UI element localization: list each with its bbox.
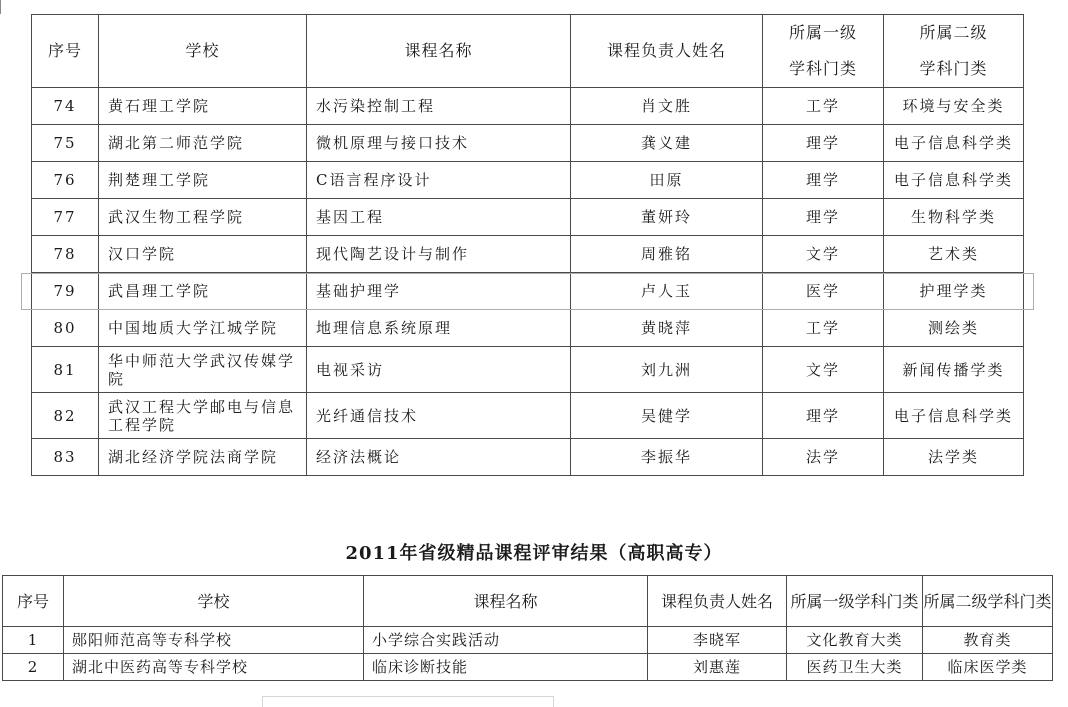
cell-serial: 83	[32, 439, 99, 476]
cell-secondary-discipline: 电子信息科学类	[884, 393, 1024, 439]
cell-course-name: C语言程序设计	[307, 162, 571, 199]
header-school: 学校	[64, 576, 364, 627]
cell-school: 武昌理工学院	[99, 273, 307, 310]
cell-primary-discipline: 文学	[763, 236, 884, 273]
table-header-row	[32, 15, 1024, 88]
header-secondary-line2: 学科门类	[919, 59, 988, 78]
header-course-name: 课程名称	[307, 15, 571, 88]
header-primary-line1: 所属一级	[788, 23, 857, 42]
cell-course-name: 小学综合实践活动	[364, 627, 648, 654]
cell-primary-discipline: 文化教育大类	[787, 627, 923, 654]
header-secondary-line1: 所属二级	[919, 23, 988, 42]
cell-serial: 81	[32, 347, 99, 393]
table-row	[3, 627, 1053, 654]
cell-course-leader: 龚义建	[571, 125, 763, 162]
cell-primary-discipline: 工学	[763, 310, 884, 347]
header-primary-line2: 学科门类	[788, 59, 857, 78]
cell-serial: 82	[32, 393, 99, 439]
table2-title: 2011年省级精品课程评审结果（高职高专）	[345, 543, 723, 564]
cell-secondary-discipline: 艺术类	[884, 236, 1024, 273]
cell-course-name: 光纤通信技术	[307, 393, 571, 439]
cropped-next-element	[262, 696, 554, 707]
cell-course-name: 基因工程	[307, 199, 571, 236]
page-edge-mark	[0, 0, 4, 14]
cell-serial: 75	[32, 125, 99, 162]
cell-primary-discipline: 法学	[763, 439, 884, 476]
header-secondary-discipline	[884, 15, 1024, 88]
cell-school: 武汉生物工程学院	[99, 199, 307, 236]
cell-course-leader: 刘九洲	[571, 347, 763, 393]
cell-course-leader: 周雅铭	[571, 236, 763, 273]
cell-school: 武汉工程大学邮电与信息工程学院	[99, 393, 307, 439]
cell-primary-discipline: 工学	[763, 88, 884, 125]
cell-course-name: 水污染控制工程	[307, 88, 571, 125]
table-row	[32, 393, 1024, 439]
cell-secondary-discipline: 生物科学类	[884, 199, 1024, 236]
header-serial: 序号	[3, 576, 64, 627]
cell-serial: 74	[32, 88, 99, 125]
cell-course-leader: 李振华	[571, 439, 763, 476]
cell-secondary-discipline: 测绘类	[884, 310, 1024, 347]
course-results-table-undergrad	[31, 14, 1024, 476]
cell-serial: 76	[32, 162, 99, 199]
cell-course-leader: 刘惠莲	[648, 654, 787, 681]
cell-serial: 79	[32, 273, 99, 310]
table-row	[32, 125, 1024, 162]
cell-school: 汉口学院	[99, 236, 307, 273]
header-primary-discipline	[763, 15, 884, 88]
cell-course-leader: 董妍玲	[571, 199, 763, 236]
cell-secondary-discipline: 教育类	[923, 627, 1053, 654]
cell-secondary-discipline: 新闻传播学类	[884, 347, 1024, 393]
course-results-table-vocational	[2, 575, 1053, 681]
cell-course-leader: 吴健学	[571, 393, 763, 439]
header-secondary-discipline: 所属二级学科门类	[923, 576, 1053, 627]
header-course-name: 课程名称	[364, 576, 648, 627]
cell-school: 湖北第二师范学院	[99, 125, 307, 162]
table-row	[32, 199, 1024, 236]
table-row	[3, 654, 1053, 681]
cell-course-name: 基础护理学	[307, 273, 571, 310]
table-row	[32, 236, 1024, 273]
cell-course-name: 经济法概论	[307, 439, 571, 476]
table-row	[32, 273, 1024, 310]
cell-primary-discipline: 理学	[763, 199, 884, 236]
cell-course-name: 现代陶艺设计与制作	[307, 236, 571, 273]
cell-school: 华中师范大学武汉传媒学院	[99, 347, 307, 393]
table-row	[32, 347, 1024, 393]
cell-serial: 2	[3, 654, 64, 681]
cell-serial: 1	[3, 627, 64, 654]
cell-course-leader: 黄晓萍	[571, 310, 763, 347]
table-row	[32, 310, 1024, 347]
cell-secondary-discipline: 环境与安全类	[884, 88, 1024, 125]
header-primary-discipline: 所属一级学科门类	[787, 576, 923, 627]
cell-school: 黄石理工学院	[99, 88, 307, 125]
table-row	[32, 439, 1024, 476]
cell-primary-discipline: 理学	[763, 393, 884, 439]
header-serial: 序号	[32, 15, 99, 88]
header-course-leader: 课程负责人姓名	[571, 15, 763, 88]
header-course-leader: 课程负责人姓名	[648, 576, 787, 627]
cell-primary-discipline: 医学	[763, 273, 884, 310]
cell-course-name: 临床诊断技能	[364, 654, 648, 681]
cell-secondary-discipline: 护理学类	[884, 273, 1024, 310]
cell-course-leader: 田原	[571, 162, 763, 199]
cell-school: 中国地质大学江城学院	[99, 310, 307, 347]
cell-course-leader: 李晓军	[648, 627, 787, 654]
cell-course-leader: 卢人玉	[571, 273, 763, 310]
cell-secondary-discipline: 法学类	[884, 439, 1024, 476]
cell-school: 荆楚理工学院	[99, 162, 307, 199]
table-header-row	[3, 576, 1053, 627]
header-school: 学校	[99, 15, 307, 88]
cell-secondary-discipline: 临床医学类	[923, 654, 1053, 681]
cell-school: 湖北中医药高等专科学校	[64, 654, 364, 681]
cell-primary-discipline: 理学	[763, 125, 884, 162]
cell-primary-discipline: 医药卫生大类	[787, 654, 923, 681]
cell-secondary-discipline: 电子信息科学类	[884, 125, 1024, 162]
table-row	[32, 88, 1024, 125]
table-row	[32, 162, 1024, 199]
cell-school: 郧阳师范高等专科学校	[64, 627, 364, 654]
cell-course-name: 微机原理与接口技术	[307, 125, 571, 162]
cell-school: 湖北经济学院法商学院	[99, 439, 307, 476]
cell-serial: 77	[32, 199, 99, 236]
cell-primary-discipline: 文学	[763, 347, 884, 393]
cell-course-name: 地理信息系统原理	[307, 310, 571, 347]
cell-serial: 80	[32, 310, 99, 347]
cell-course-leader: 肖文胜	[571, 88, 763, 125]
cell-course-name: 电视采访	[307, 347, 571, 393]
cell-secondary-discipline: 电子信息科学类	[884, 162, 1024, 199]
cell-serial: 78	[32, 236, 99, 273]
cell-primary-discipline: 理学	[763, 162, 884, 199]
